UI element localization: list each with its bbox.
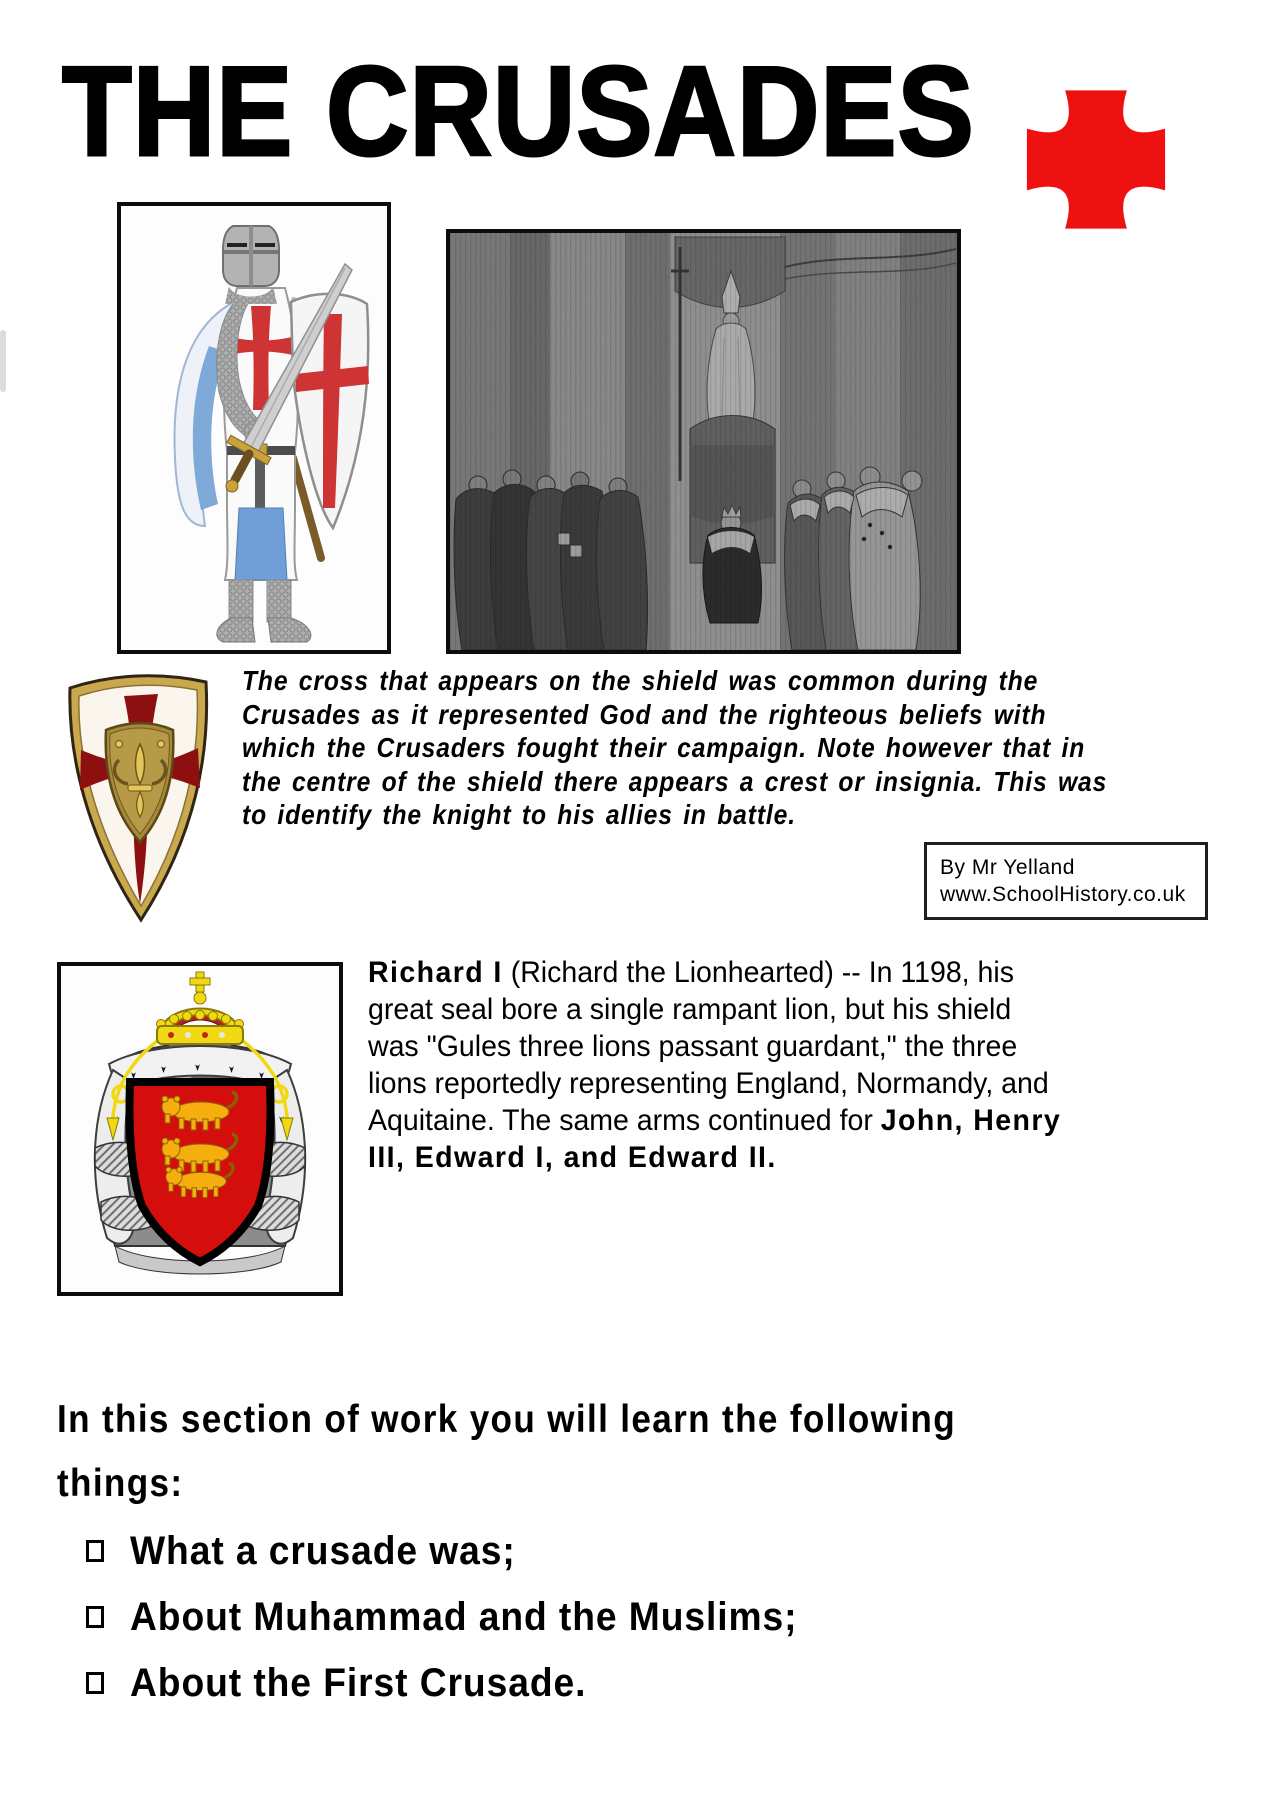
crusader-shield-image [58,658,218,930]
text-line: Richard I (Richard the Lionhearted) -- In 1198, his [368,956,1014,989]
byline-author: By Mr Yelland [940,856,1075,879]
text-line: things: [57,1462,184,1505]
templar-cross-icon [1022,86,1170,233]
richard-paragraph [368,954,1061,1176]
text-line: Crusades as it represented God and the righteous beliefs with [242,698,1047,730]
council-image-frame [446,229,961,654]
list-item-label: About the First Crusade. [130,1661,587,1705]
text-line: the centre of the shield there appears a crest or insignia. This was [242,765,1108,797]
text-line: III, Edward I, and Edward II. [368,1141,777,1174]
scan-artifact [0,330,6,392]
list-item-label: What a crusade was; [130,1529,516,1573]
coat-of-arms-frame [57,962,343,1296]
byline-box [924,842,1208,920]
pope-council-image [450,233,957,650]
text-line: Aquitaine. The same arms continued for John, Henry [368,1104,1062,1137]
square-bullet-icon [86,1540,104,1562]
list-item [86,1530,848,1572]
square-bullet-icon [86,1672,104,1694]
list-item [86,1662,848,1704]
text-line: The cross that appears on the shield was common during the [242,665,1039,696]
text-line: which the Crusaders fought their campaign. Note however that in [242,732,1086,763]
learning-objectives-list [86,1530,848,1728]
square-bullet-icon [86,1606,104,1628]
section-heading [57,1388,956,1516]
royal-coat-of-arms-image [61,966,339,1292]
intro-paragraph [242,664,1107,832]
text-line: was "Gules three lions passant guardant," the three [368,1030,1018,1063]
byline-site: www.SchoolHistory.co.uk [940,883,1186,906]
page-title: THE CRUSADES [62,40,975,182]
text-line: lions reportedly representing England, Normandy, and [368,1067,1049,1100]
list-item [86,1596,848,1638]
crusader-knight-image [121,206,387,650]
text-line: In this section of work you will learn the following [57,1398,957,1441]
text-line: great seal bore a single rampant lion, but his shield [368,993,1012,1026]
text-line: to identify the knight to his allies in battle. [242,799,796,830]
knight-image-frame [117,202,391,654]
list-item-label: About Muhammad and the Muslims; [130,1595,798,1639]
